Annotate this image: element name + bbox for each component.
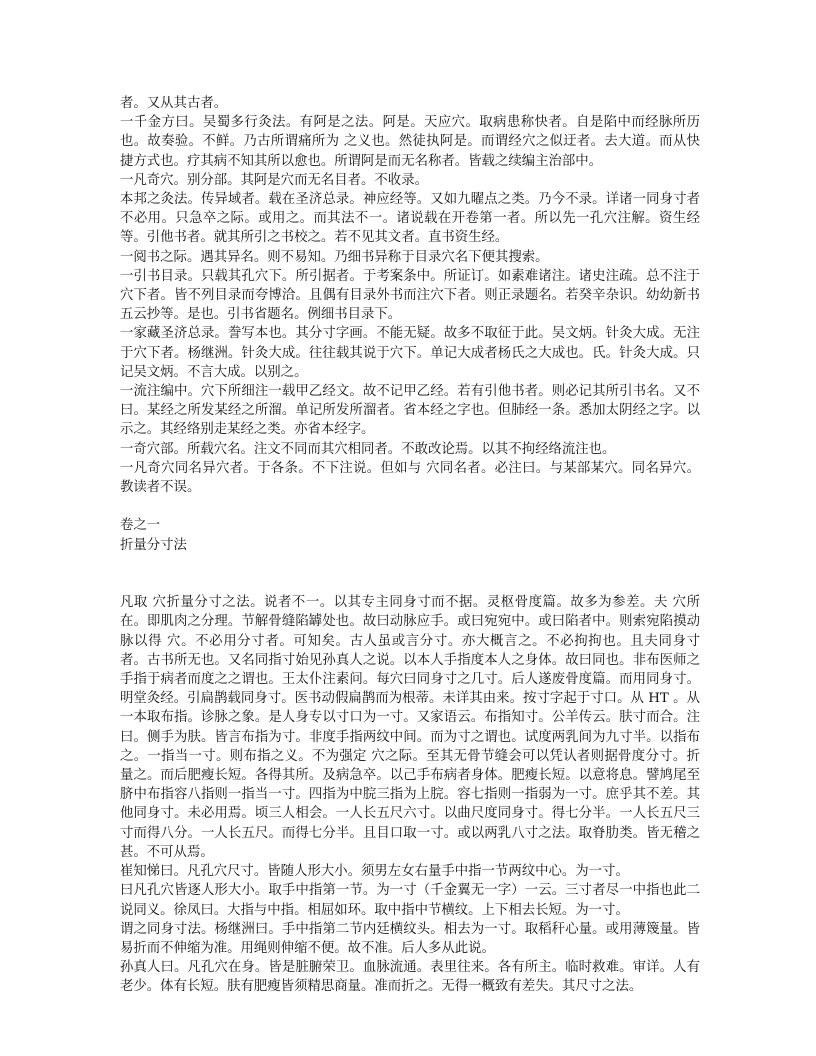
text-paragraph: 一家藏圣济总录。誊写本也。其分寸字画。不能无疑。故多不取征于此。吴文炳。针灸大成。无注于穴下者。杨继洲。针灸大成。往往载其说于穴下。单记大成者杨氏之大成也。氏。针灸大成。只记吴文炳。不言大成。以别之。 [120, 326, 700, 380]
text-paragraph: 一凡奇穴。别分部。其阿是穴而无名目者。不收录。 [120, 172, 428, 188]
spacer [120, 497, 700, 516]
text-paragraph: 孙真人曰。凡孔穴在身。皆是脏腑荣卫。血脉流通。表里往来。各有所主。临时救难。审详。人有老少。体有长短。肤有肥瘦皆须精思商量。准而折之。无得一概致有差失。其尺寸之法。 [120, 960, 700, 995]
text-paragraph: 凡取 穴折量分寸之法。说者不一。以其专主同身寸而不据。灵枢骨度篇。故多为参差。夫 穴所在。即肌肉之分理。节解骨缝陷罅处也。故曰动脉应手。或曰宛宛中。或曰陷者中。则索宛陷摸动脉以得 穴。不必用分寸者。可知矣。古人虽或言分寸。亦大概言之。不必拘拘也。且夫同身寸者。古书所无也。又名同指寸始见孙真人之说。以本人手指度本人之身体。故曰同也。非布医师之手指于病者而度之之谓也。王太仆注素问。每穴曰同身寸之几寸。后人遂废骨度篇。而用同身寸。明堂灸经。引扁鹊载同身寸。医书动假扁鹊而为根蒂。未详其由来。按寸字起于寸口。从 HT 。从一本取布指。诊脉之象。是人身专以寸口为一寸。又家语云。布指知寸。公羊传云。肤寸而合。注曰。侧手为肤。皆言布指为寸。非度手指两纹中间。而为寸之谓也。试度两乳间为九寸半。以指布之。一指当一寸。则布指之义。不为强定 穴之际。至其无骨节缝会可以凭认者则据骨度分寸。折量之。而后肥瘦长短。各得其所。及病急卒。以己手布病者身体。肥瘦长短。以意将息。譬鸠尾至脐中布指容八指则一指当一寸。四指为中脘三指为上脘。容七指则一指弱为一寸。庶乎其不差。其他同身寸。未必用焉。顷三人相会。一人长五尺六寸。以曲尺度同身寸。得七分半。一人长五尺三寸而得八分。一人长五尺。而得七分半。且目口取一寸。或以两乳八寸之法。取脊肋类。皆无稽之甚。不可从焉。 [120, 595, 700, 860]
text-paragraph: 曰凡孔穴皆逐人形大小。取手中指第一节。为一寸（千金翼无一字）一云。三寸者尽一中指也此二说同义。徐凤曰。大指与中指。相屈如环。取中指中节横纹。上下相去长短。为一寸。 [120, 883, 700, 918]
spacer [120, 555, 700, 593]
text-paragraph: 一凡奇穴同名异穴者。于各条。不下注说。但如与 穴同名者。必注曰。与某部某穴。同名异穴。教读者不误。 [120, 460, 700, 496]
text-paragraph: 崔知悌曰。凡孔穴尺寸。皆随人形大小。须男左女右量手中指一节两纹中心。为一寸。 [120, 864, 629, 880]
text-paragraph: 一引书目录。只载其孔穴下。所引据者。于考案条中。所证订。如素难诸注。诸史注疏。总不注于穴下者。皆不列目录而夸博洽。且偶有目录外书而注穴下者。则正录题名。若癸辛杂识。幼幼新书五云抄等。是也。引书省题名。例细书目录下。 [120, 268, 700, 323]
volume-title: 卷之一 [120, 518, 161, 534]
text-paragraph: 一流注编中。穴下所细注一载甲乙经文。故不记甲乙经。若有引他书者。则必记其所引书名。又不曰。某经之所发某经之所溜。单记所发所溜者。省本经之字也。但肺经一条。悉加太阴经之字。以示之。其经络别走某经之类。亦省本经字。 [120, 384, 700, 438]
document-page [120, 94, 700, 997]
text-paragraph: 者。又从其古者。 [120, 96, 228, 111]
section-title: 折量分寸法 [120, 537, 187, 553]
text-paragraph: 谓之同身寸法。杨继洲曰。手中指第二节内廷横纹头。相去为一寸。取稻秆心量。或用薄篾量。皆易折而不伸缩为准。用绳则伸缩不便。故不准。后人多从此说。 [120, 921, 700, 956]
text-paragraph: 一阅书之际。遇其异名。则不易知。乃细书异称于目录穴名下便其搜索。 [120, 249, 549, 265]
text-paragraph: 本邦之灸法。传异域者。载在圣济总录。神应经等。又如九曜点之类。乃今不录。详诸一同身寸者不必用。只急卒之际。或用之。而其法不一。诸说载在开卷第一者。所以先一孔穴注解。资生经等。引他书者。就其所引之书校之。若不见其文者。直书资生经。 [120, 192, 700, 246]
text-paragraph: 一奇穴部。所载穴名。注文不同而其穴相同者。不敢改论焉。以其不拘经络流注也。 [120, 441, 616, 457]
text-paragraph: 一千金方曰。吴蜀多行灸法。有阿是之法。阿是。天应穴。取病患称快者。自是陷中而经脉所历也。故奏验。不鲜。乃古所谓痛所为 之义也。然徒执阿是。而谓经穴之似迂者。去大道。而从快捷方式也。疗其病不知其所以愈也。所谓阿是而无名称者。皆载之续编主治部中。 [120, 115, 700, 169]
